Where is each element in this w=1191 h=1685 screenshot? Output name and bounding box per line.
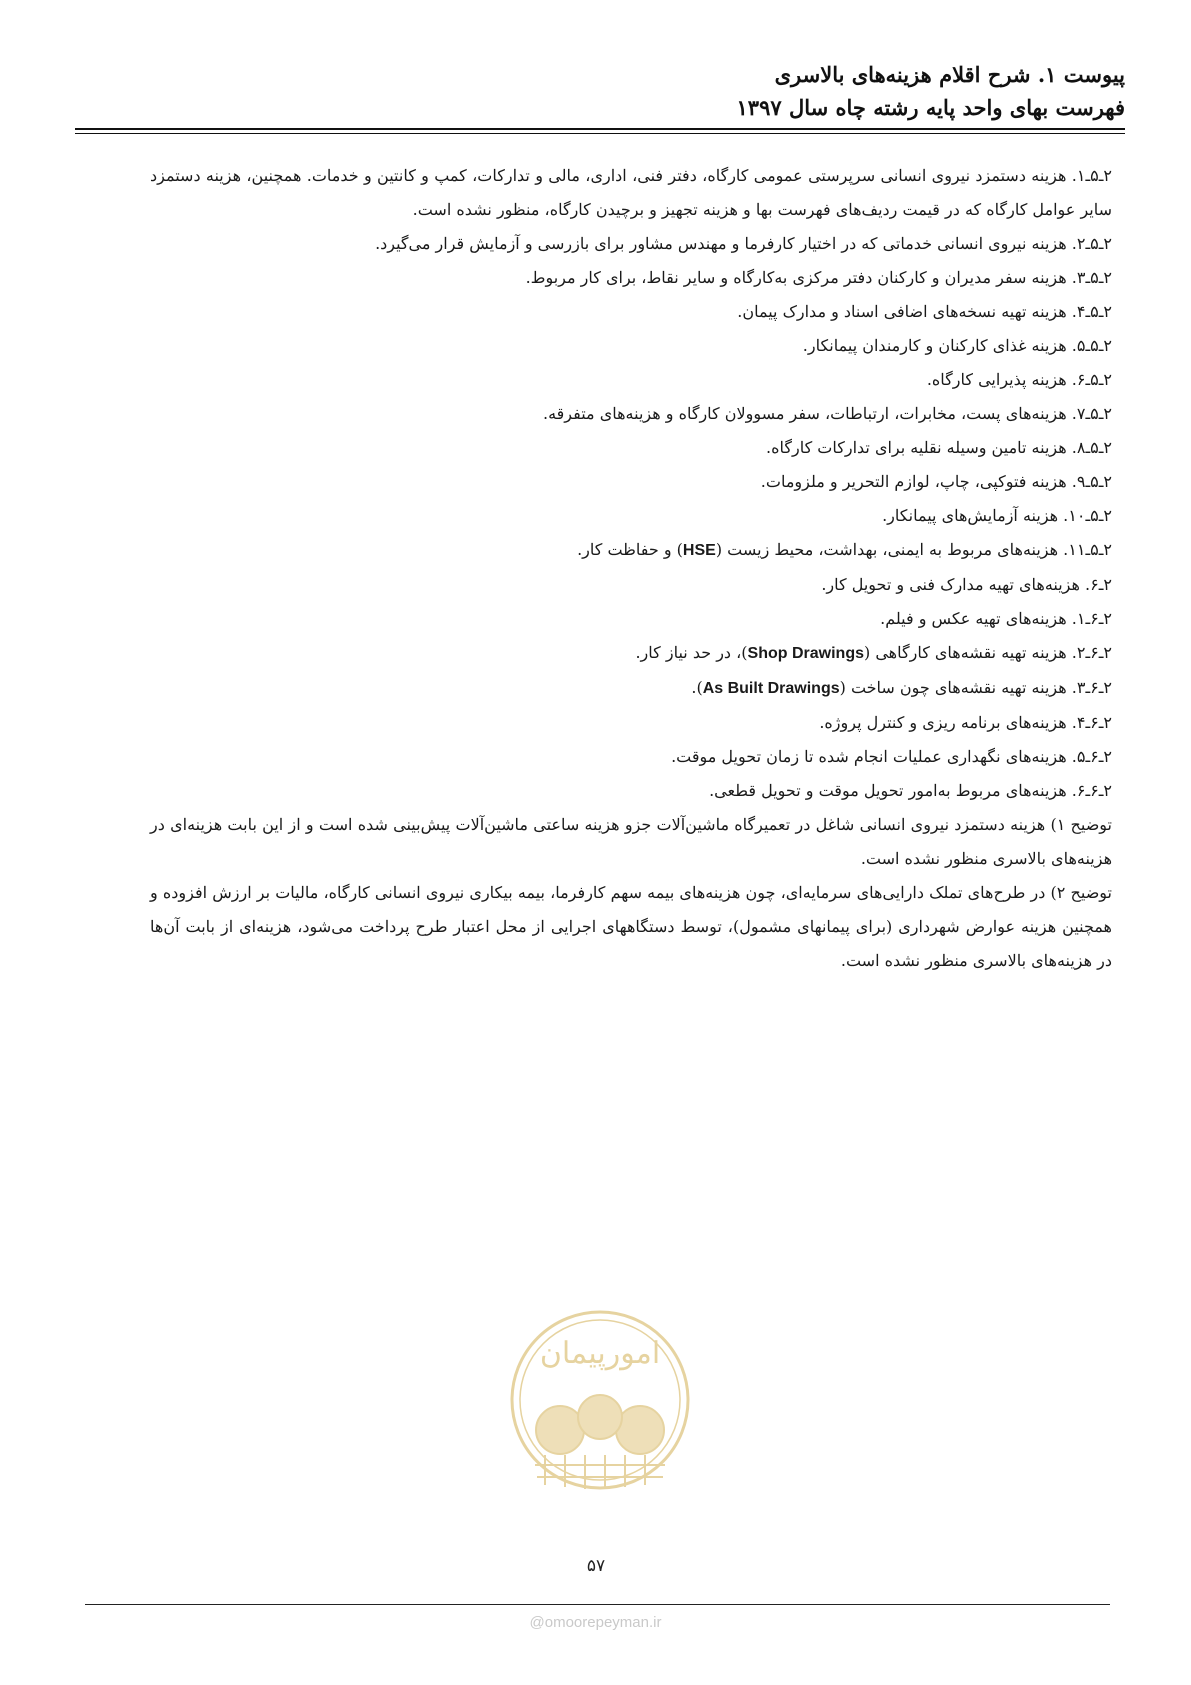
note-paragraph: توضیح ۱) هزینه دستمزد نیروی انسانی شاغل در تعمیرگاه ماشین‌آلات جزو هزینه ساعتی ماشین‌آلات پیش‌بینی شده است و از این بابت هزینه‌ای در هزینه‌های بالاسری منظور نشده است. <box>150 815 1113 868</box>
watermark-logo <box>505 1305 695 1500</box>
english-term: Shop Drawings <box>747 645 864 662</box>
page-header <box>75 58 1125 124</box>
paragraph: ۲ـ۵ـ۴. هزینه تهیه نسخه‌های اضافی اسناد و مدارک پیمان. <box>737 302 1112 321</box>
paragraph-text: ۲ـ۶ـ۳. هزینه تهیه نقشه‌های چون ساخت ( <box>839 678 1112 697</box>
paragraph: ۲ـ۵ـ۱. هزینه دستمزد نیروی انسانی سرپرستی عمومی کارگاه، دفتر فنی، اداری، مالی و تدارکات، کمپ و کانتین و خدمات. همچنین، هزینه دستمزد سایر عوامل کارگاه که در قیمت ردیف‌های فهرست بها و هزینه تجهیز و برچیدن کارگاه، منظور نشده است. <box>150 166 1112 219</box>
paragraph-text: ). <box>691 678 703 697</box>
paragraph: ۲ـ۶ـ۴. هزینه‌های برنامه ریزی و کنترل پروژه. <box>819 713 1112 732</box>
paragraph: ۲ـ۵ـ۲. هزینه نیروی انسانی خدماتی که در اختیار کارفرما و مهندس مشاور برای بازرسی و آزمایش قرار می‌گیرد. <box>375 234 1112 253</box>
paragraph: ۲ـ۶ـ۵. هزینه‌های نگهداری عملیات انجام شده تا زمان تحویل موقت. <box>671 747 1112 766</box>
header-rule-thick <box>75 128 1125 130</box>
paragraph: ۲ـ۵ـ۷. هزینه‌های پست، مخابرات، ارتباطات، سفر مسوولان کارگاه و هزینه‌های متفرقه. <box>542 404 1112 423</box>
paragraph-text: ۲ـ۶ـ۲. هزینه تهیه نقشه‌های کارگاهی ( <box>864 643 1112 662</box>
english-term: As Built Drawings <box>702 680 840 697</box>
paragraph: ۲ـ۶ـ۶. هزینه‌های مربوط به‌امور تحویل موقت و تحویل قطعی. <box>709 781 1112 800</box>
paragraph: ۲ـ۵ـ۱۰. هزینه آزمایش‌های پیمانکار. <box>882 506 1112 525</box>
paragraph <box>150 636 1112 671</box>
paragraph <box>150 533 1112 568</box>
paragraph: ۲ـ۶ـ۱. هزینه‌های تهیه عکس و فیلم. <box>880 609 1112 628</box>
note-paragraph: توضیح ۲) در طرح‌های تملک دارایی‌های سرمایه‌ای، چون هزینه‌های بیمه سهم کارفرما، بیمه بیکاری نیروی انسانی کارگاه، مالیات بر ارزش افزوده و همچنین هزینه عوارض شهرداری (برای پیمانهای مشمول)، توسط دستگاههای اجرایی از محل اعتبار طرح پرداخت می‌شود، هزینه‌ای از بابت آن‌ها در هزینه‌های بالاسری منظور نشده است. <box>150 883 1113 970</box>
paragraph: ۲ـ۵ـ۸. هزینه تامین وسیله نقلیه برای تدارکات کارگاه. <box>766 438 1112 457</box>
header-title: پیوست ۱. شرح اقلام هزینه‌های بالاسری <box>774 62 1125 87</box>
paragraph-text: ۲ـ۵ـ۱۱. هزینه‌های مربوط به ایمنی، بهداشت، محیط زیست ( <box>715 540 1112 559</box>
watermark-text: امورپیمان <box>539 1336 661 1371</box>
paragraph: ۲ـ۵ـ۹. هزینه فتوکپی، چاپ، لوازم التحریر و ملزومات. <box>760 472 1112 491</box>
paragraph: ۲ـ۶. هزینه‌های تهیه مدارک فنی و تحویل کار. <box>821 575 1112 594</box>
paragraph-text: )، در حد نیاز کار. <box>635 643 748 662</box>
document-body <box>150 159 1112 978</box>
paragraph <box>150 671 1112 706</box>
footer-url: @omoorepeyman.ir <box>529 1614 662 1631</box>
paragraph: ۲ـ۵ـ۳. هزینه سفر مدیران و کارکنان دفتر مرکزی به‌کارگاه و سایر نقاط، برای کار مربوط. <box>525 268 1112 287</box>
paragraph: ۲ـ۵ـ۶. هزینه پذیرایی کارگاه. <box>926 370 1112 389</box>
footer-rule <box>85 1604 1110 1605</box>
header-subtitle: فهرست بهای واحد پایه رشته چاه سال ۱۳۹۷ <box>736 95 1125 120</box>
paragraph: ۲ـ۵ـ۵. هزینه غذای کارکنان و کارمندان پیمانکار. <box>802 336 1112 355</box>
header-rule-thin <box>75 133 1125 134</box>
paragraph-text: ) و حفاظت کار. <box>577 540 683 559</box>
english-term: HSE <box>682 542 716 559</box>
page-number: ۵۷ <box>570 1556 622 1576</box>
